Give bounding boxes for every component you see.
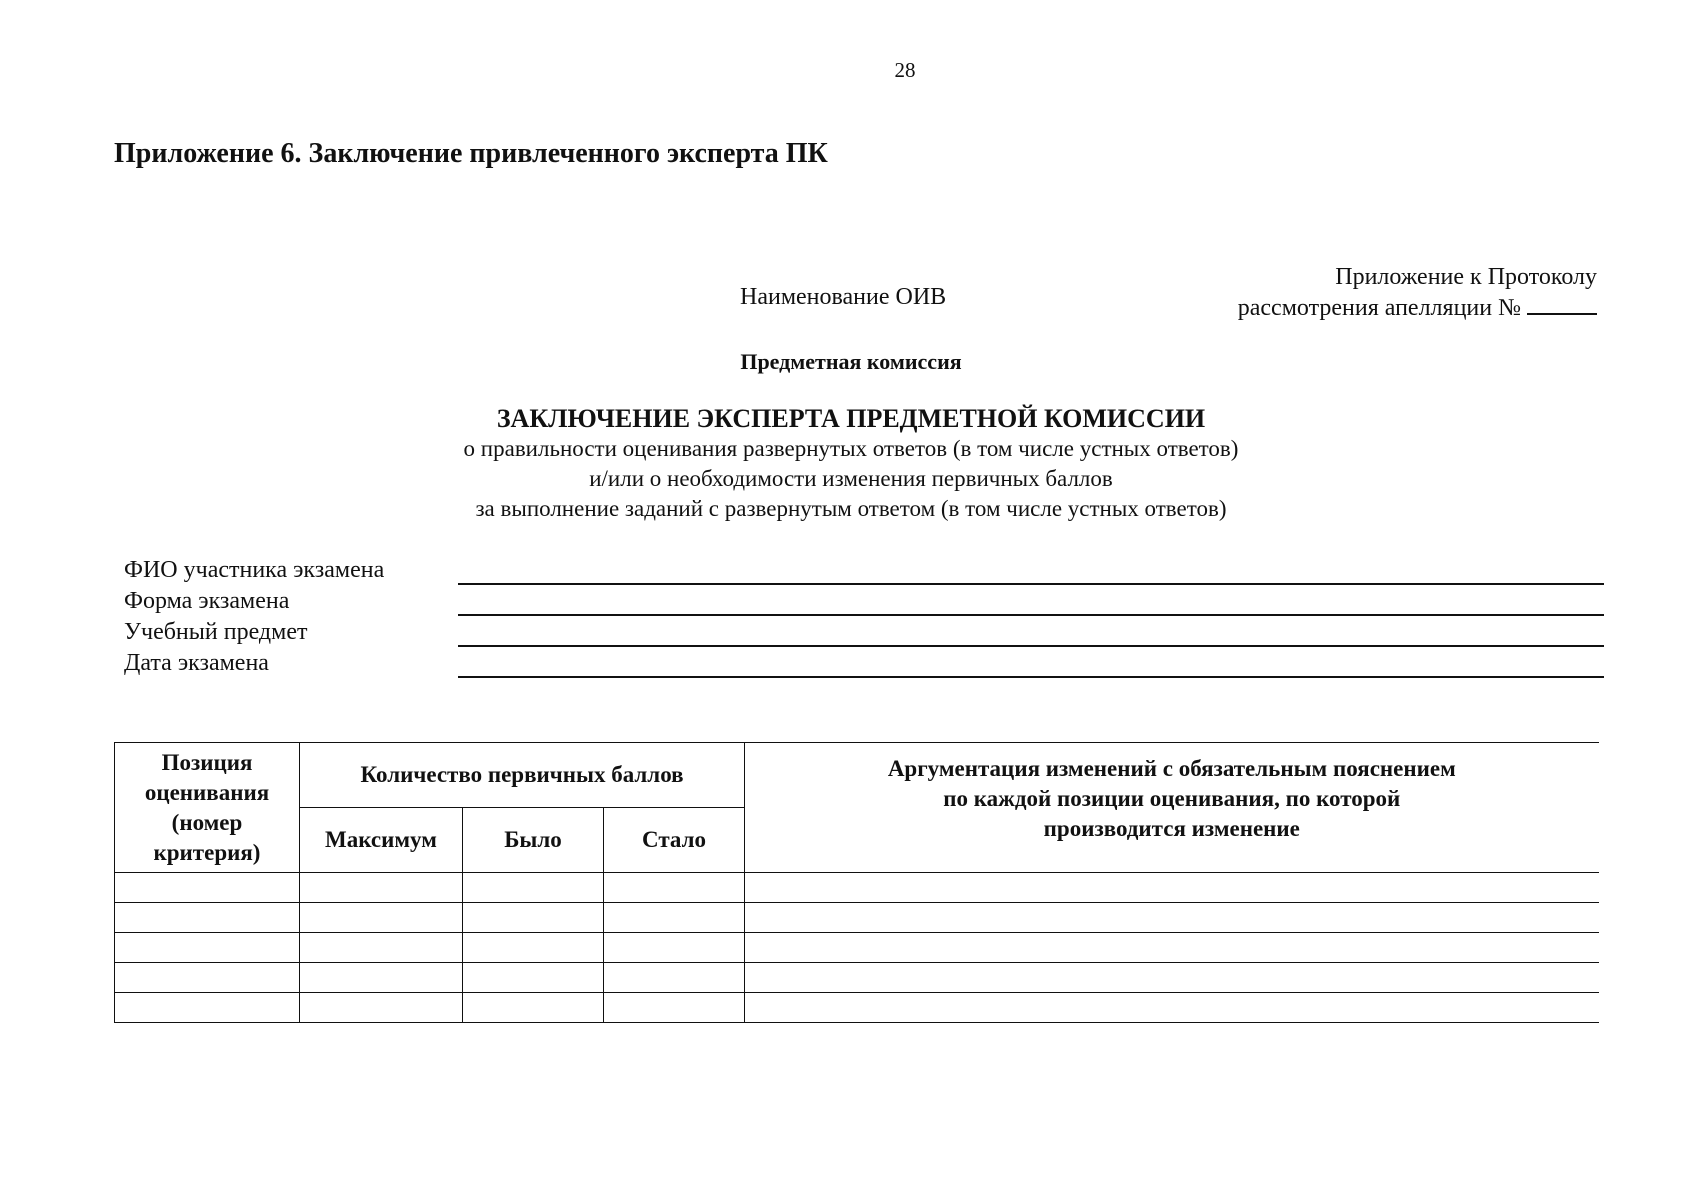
position-cell[interactable] (115, 873, 300, 903)
max-cell[interactable] (300, 963, 463, 993)
was-cell[interactable] (463, 963, 604, 993)
appendix-heading: Приложение 6. Заключение привлеченного эксперта ПК (114, 138, 828, 169)
field-line-exam-form[interactable] (458, 614, 1604, 616)
field-line-exam-date[interactable] (458, 676, 1604, 678)
max-cell[interactable] (300, 933, 463, 963)
position-header: Позиция оценивания (номер критерия) (115, 743, 300, 873)
appeal-number-blank[interactable] (1527, 293, 1597, 315)
subtitle-line-1: о правильности оценивания развернутых ответов (в том числе устных ответов) (463, 436, 1239, 461)
argument-cell[interactable] (745, 873, 1599, 903)
became-cell[interactable] (604, 933, 745, 963)
protocol-note-line-1: Приложение к Протоколу (1335, 264, 1597, 290)
argument-cell[interactable] (745, 903, 1599, 933)
field-label-subject: Учебный предмет (124, 619, 308, 645)
max-cell[interactable] (300, 993, 463, 1023)
field-label-participant: ФИО участника экзамена (124, 557, 385, 583)
argument-cell[interactable] (745, 993, 1599, 1023)
protocol-note-line-2 (1238, 293, 1597, 324)
oiv-name-label: Наименование ОИВ (740, 284, 947, 310)
max-header: Максимум (300, 808, 463, 873)
document-title: ЗАКЛЮЧЕНИЕ ЭКСПЕРТА ПРЕДМЕТНОЙ КОМИССИИ (496, 404, 1206, 433)
page-number: 28 (894, 58, 916, 82)
field-line-participant[interactable] (458, 583, 1604, 585)
commission-label: Предметная комиссия (740, 349, 962, 374)
was-header: Было (463, 808, 604, 873)
field-label-exam-date: Дата экзамена (124, 650, 269, 676)
table-row (115, 873, 1599, 903)
argument-header: Аргументация изменений с обязательным пояснением по каждой позиции оценивания, по которой производится изменение (745, 743, 1599, 873)
position-cell[interactable] (115, 963, 300, 993)
position-cell[interactable] (115, 903, 300, 933)
argument-cell[interactable] (745, 963, 1599, 993)
became-cell[interactable] (604, 963, 745, 993)
scores-header: Количество первичных баллов (300, 743, 745, 808)
table-row (115, 993, 1599, 1023)
subtitle-line-2: и/или о необходимости изменения первичных баллов (589, 466, 1113, 491)
became-cell[interactable] (604, 903, 745, 933)
table-row (115, 963, 1599, 993)
argument-cell[interactable] (745, 933, 1599, 963)
field-label-exam-form: Форма экзамена (124, 588, 290, 614)
max-cell[interactable] (300, 903, 463, 933)
was-cell[interactable] (463, 933, 604, 963)
became-cell[interactable] (604, 993, 745, 1023)
table-header-row (115, 743, 1599, 808)
was-cell[interactable] (463, 903, 604, 933)
protocol-note (1238, 262, 1597, 324)
table-row (115, 903, 1599, 933)
was-cell[interactable] (463, 873, 604, 903)
criteria-table (114, 742, 1599, 1023)
position-cell[interactable] (115, 993, 300, 1023)
field-line-subject[interactable] (458, 645, 1604, 647)
became-header: Стало (604, 808, 745, 873)
max-cell[interactable] (300, 873, 463, 903)
position-cell[interactable] (115, 933, 300, 963)
table-row (115, 933, 1599, 963)
protocol-note-text: рассмотрения апелляции № (1237, 295, 1521, 321)
became-cell[interactable] (604, 873, 745, 903)
subtitle-line-3: за выполнение заданий с развернутым ответом (в том числе устных ответов) (475, 496, 1227, 521)
was-cell[interactable] (463, 993, 604, 1023)
